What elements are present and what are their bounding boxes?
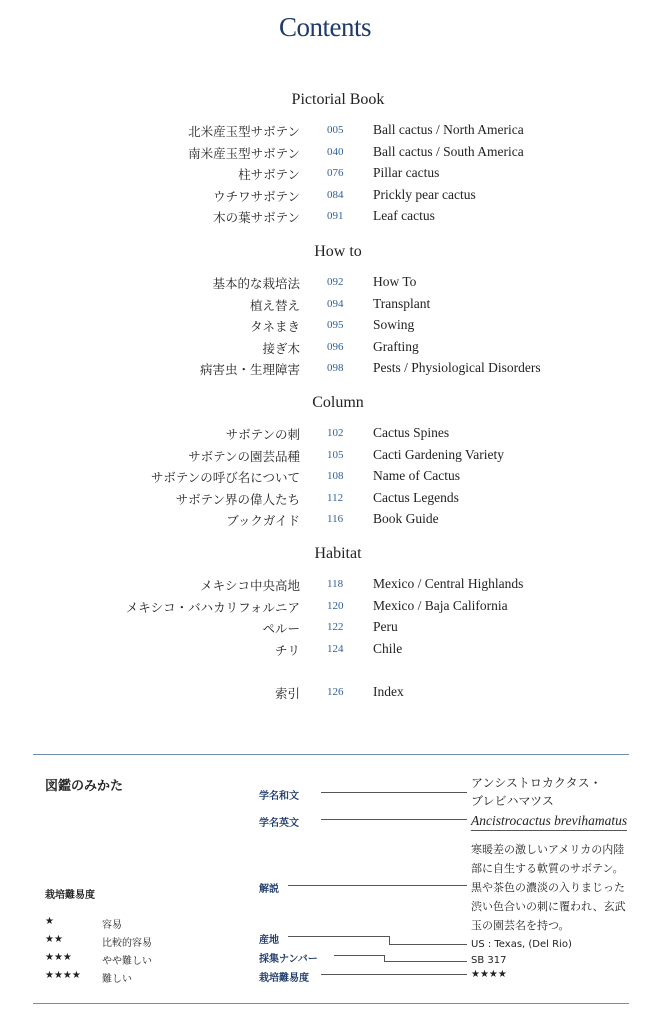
- toc-entry[interactable]: [0, 187, 650, 207]
- leader-line-sci-name: [321, 819, 467, 820]
- difficulty-label: 難しい: [102, 974, 132, 985]
- toc-entry-en-title: Pests / Physiological Disorders: [373, 360, 541, 376]
- toc-entry-jp-title: タネまき: [249, 319, 300, 335]
- toc-entry-jp-title: メキシコ・バハカリフォルニア: [125, 599, 300, 615]
- difficulty-legend-title: 栽培難易度: [45, 890, 95, 901]
- toc-entry[interactable]: [0, 274, 650, 294]
- toc-entry[interactable]: [0, 468, 650, 488]
- example-jp-name-line1: アンシストロカクタス・: [471, 776, 602, 790]
- toc-entry-en-title: How To: [373, 274, 417, 289]
- toc-entry-page-number: 120: [327, 599, 344, 612]
- leader-line-description: [288, 885, 467, 886]
- toc-entry-page-number: 076: [327, 167, 344, 180]
- toc-entry[interactable]: [0, 490, 650, 510]
- toc-entry-jp-title: 南米産玉型サボテン: [188, 145, 300, 161]
- toc-entry-jp-title: 柱サボテン: [238, 167, 300, 183]
- toc-entry-jp-title: 接ぎ木: [262, 340, 300, 356]
- leader-line-origin-end: [389, 944, 467, 945]
- toc-entry[interactable]: [0, 511, 650, 531]
- toc-entry-en-title: Name of Cactus: [373, 468, 460, 484]
- toc-entry[interactable]: [0, 684, 650, 704]
- star-rating: ★★★★: [45, 970, 81, 981]
- difficulty-label: 容易: [102, 920, 122, 931]
- toc-entry-page-number: 102: [327, 427, 344, 439]
- toc-entry-page-number: 105: [327, 448, 344, 461]
- toc-entry-jp-title: メキシコ中央高地: [200, 578, 300, 593]
- toc-entry-en-title: Leaf cactus: [373, 208, 435, 224]
- example-sci-name: Ancistrocactus brevihamatus: [471, 813, 627, 831]
- toc-entry-page-number: 116: [327, 513, 344, 526]
- difficulty-level-1: [45, 916, 195, 930]
- star-rating: ★★★: [45, 952, 72, 963]
- leader-line-origin: [288, 936, 390, 937]
- label-origin: 産地: [259, 935, 279, 946]
- toc-entry[interactable]: [0, 296, 650, 316]
- difficulty-label: 比較的容易: [102, 938, 152, 949]
- toc-entry-en-title: Chile: [373, 640, 403, 656]
- toc-entry-page-number: 040: [327, 145, 344, 158]
- toc-entry-jp-title: 北米産玉型サボテン: [188, 124, 300, 139]
- toc-entry-en-title: Cactus Spines: [373, 425, 450, 440]
- toc-entry-page-number: 108: [327, 470, 344, 483]
- toc-entry-en-title: Peru: [373, 619, 398, 635]
- toc-entry-page-number: 092: [327, 276, 344, 288]
- example-collection-number: SB 317: [471, 955, 507, 966]
- toc-entry[interactable]: [0, 576, 650, 596]
- toc-entry-jp-title: サボテンの呼び名について: [150, 470, 300, 486]
- toc-entry-jp-title: 索引: [274, 686, 300, 701]
- example-jp-name-line2: ブレビハマツス: [471, 794, 554, 808]
- section-heading: How to: [314, 243, 362, 260]
- toc-entry-page-number: 124: [327, 642, 344, 655]
- toc-entry-page-number: 096: [327, 340, 344, 353]
- star-rating: ★★: [45, 934, 63, 945]
- toc-entry-en-title: Transplant: [373, 295, 431, 311]
- section-heading: Habitat: [314, 545, 362, 562]
- leader-line-origin-vertical: [389, 936, 390, 944]
- toc-entry-en-title: Prickly pear cactus: [373, 186, 476, 202]
- toc-entry-jp-title: 病害虫・生理障害: [199, 362, 300, 378]
- toc-entry-jp-title: チリ: [274, 642, 300, 658]
- label-description: 解説: [259, 884, 279, 895]
- toc-entry-en-title: Mexico / Baja California: [373, 597, 508, 613]
- leader-line-collection-end: [384, 961, 467, 962]
- toc-entry-page-number: 084: [327, 188, 344, 201]
- toc-entry-page-number: 098: [327, 362, 344, 375]
- toc-entry[interactable]: [0, 641, 650, 661]
- toc-entry-en-title: Grafting: [373, 338, 419, 354]
- toc-entry-page-number: 122: [327, 621, 344, 634]
- toc-entry[interactable]: [0, 447, 650, 467]
- toc-entry-jp-title: 基本的な栽培法: [212, 276, 300, 291]
- toc-entry-en-title: Index: [373, 684, 404, 699]
- example-description: 寒暖差の激しいアメリカの内陸部に自生する軟質のサボテン。黒や茶色の濃淡の入りまじった渋い色合いの刺に覆われ、玄武玉の園芸名を持つ。: [471, 843, 626, 932]
- divider-top: [33, 754, 629, 755]
- leader-line-collection: [334, 955, 384, 956]
- toc-entry[interactable]: [0, 360, 650, 380]
- toc-entry-en-title: Sowing: [373, 317, 415, 333]
- section-heading: Pictorial Book: [291, 91, 385, 108]
- toc-entry-jp-title: サボテンの園芸品種: [188, 448, 300, 464]
- example-origin: US : Texas, (Del Rio): [471, 939, 572, 950]
- page-title: Contents: [278, 12, 371, 42]
- toc-entry-jp-title: サボテンの刺: [225, 427, 300, 442]
- toc-entry-jp-title: ペルー: [262, 621, 300, 637]
- toc-entry-page-number: 005: [327, 124, 344, 136]
- toc-entry-page-number: 091: [327, 210, 344, 223]
- label-collection-number: 採集ナンバー: [259, 954, 318, 965]
- label-difficulty: 栽培難易度: [259, 973, 309, 984]
- toc-entry-jp-title: 木の葉サボテン: [213, 210, 300, 226]
- toc-entry-page-number: 094: [327, 297, 344, 310]
- toc-entry-jp-title: ウチワサボテン: [213, 188, 300, 204]
- toc-entry-en-title: Ball cactus / North America: [373, 122, 524, 137]
- star-rating: ★: [45, 916, 54, 927]
- guide-title: 図鑑のみかた: [45, 779, 124, 794]
- difficulty-label: やや難しい: [102, 956, 152, 967]
- toc-entry-en-title: Pillar cactus: [373, 165, 440, 181]
- toc-entry-en-title: Cactus Legends: [373, 489, 459, 505]
- toc-entry-page-number: 126: [327, 686, 344, 698]
- toc-entry[interactable]: [0, 208, 650, 228]
- toc-entry-en-title: Ball cactus / South America: [373, 143, 524, 159]
- toc-entry-jp-title: ブックガイド: [226, 513, 300, 529]
- toc-entry-page-number: 095: [327, 319, 344, 332]
- label-sci-name: 学名英文: [259, 818, 299, 829]
- leader-line-difficulty: [321, 974, 467, 975]
- divider-bottom: [33, 1003, 629, 1004]
- toc-entry[interactable]: [0, 122, 650, 142]
- example-difficulty: ★★★★: [471, 969, 507, 980]
- toc-entry-en-title: Book Guide: [373, 511, 439, 527]
- toc-entry-jp-title: サボテン界の偉人たち: [175, 491, 300, 507]
- toc-entry-jp-title: 植え替え: [249, 297, 300, 313]
- leader-line-jp-name: [321, 792, 467, 793]
- section-heading: Column: [312, 394, 364, 411]
- toc-entry[interactable]: [0, 425, 650, 445]
- toc-entry-page-number: 118: [327, 578, 344, 590]
- difficulty-level-2: [45, 934, 195, 948]
- difficulty-level-3: [45, 952, 195, 966]
- toc-entry[interactable]: [0, 339, 650, 359]
- toc-entry[interactable]: [0, 144, 650, 164]
- toc-entry[interactable]: [0, 598, 650, 618]
- toc-entry-page-number: 112: [327, 491, 344, 504]
- toc-entry[interactable]: [0, 619, 650, 639]
- toc-entry-en-title: Mexico / Central Highlands: [373, 576, 524, 591]
- example-jp-name: [471, 774, 631, 810]
- toc-entry[interactable]: [0, 165, 650, 185]
- label-jp-name: 学名和文: [259, 791, 299, 802]
- toc-entry[interactable]: [0, 317, 650, 337]
- difficulty-level-4: [45, 970, 195, 984]
- toc-entry-en-title: Cacti Gardening Variety: [373, 446, 504, 462]
